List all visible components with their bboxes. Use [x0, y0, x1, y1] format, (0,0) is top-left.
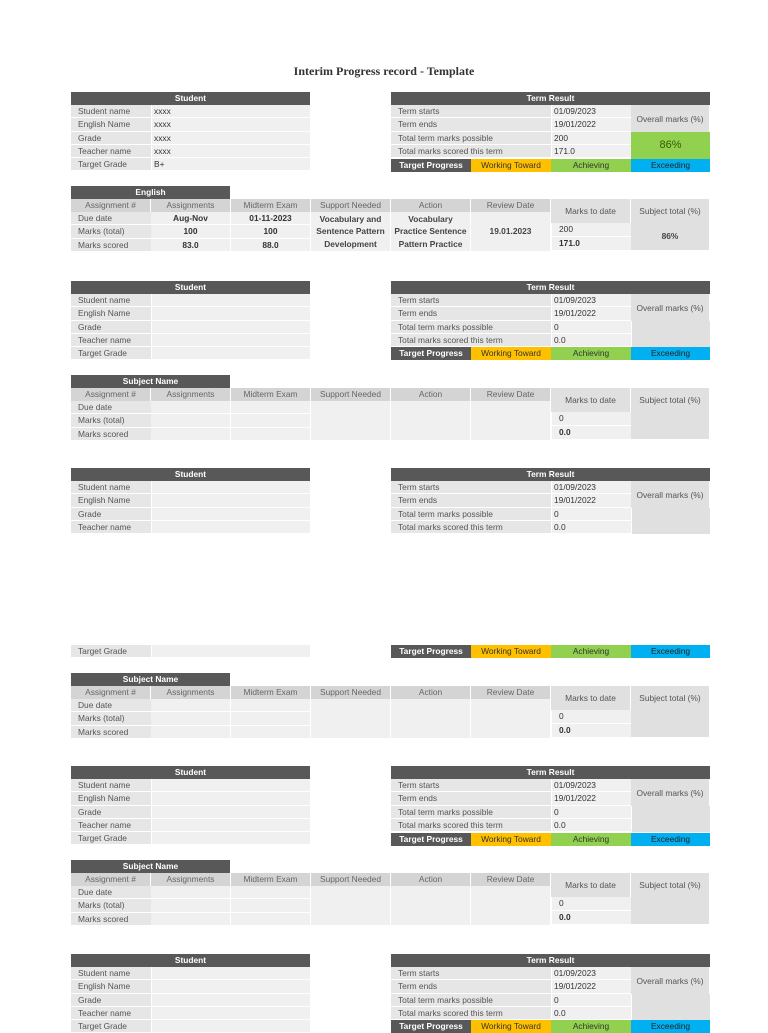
- term-field-label: Term starts: [391, 967, 551, 980]
- term-field-value: 01/09/2023: [551, 105, 631, 118]
- action-col-header: Action: [391, 199, 471, 212]
- term-field-label: Total term marks possible: [391, 508, 551, 521]
- term-field-value: 19/01/2022: [551, 792, 631, 805]
- working-toward-badge: Working Toward: [471, 159, 551, 172]
- marks-to-date-header: Marks to date: [551, 873, 631, 897]
- student-field-value[interactable]: [151, 1007, 310, 1020]
- midterm-col-header: Midterm Exam: [231, 388, 311, 401]
- overall-marks-value: [631, 508, 710, 535]
- review-date-col-header: Review Date: [471, 873, 551, 886]
- term-result-header: Term Result: [391, 281, 710, 294]
- term-field-value: 0.0: [551, 1007, 631, 1020]
- term-field-label: Term starts: [391, 481, 551, 494]
- student-field-label: Grade: [71, 132, 151, 145]
- exceeding-badge: Exceeding: [631, 1020, 710, 1033]
- midterm-col-header: Midterm Exam: [231, 873, 311, 886]
- student-field-value[interactable]: [151, 347, 310, 360]
- assignment-col-header: Assignment #: [71, 388, 151, 401]
- term-field-label: Total term marks possible: [391, 806, 551, 819]
- assignments-cell[interactable]: [151, 428, 231, 441]
- student-field-label: Student name: [71, 481, 151, 494]
- term-field-label: Total term marks possible: [391, 321, 551, 334]
- exceeding-badge: Exceeding: [631, 159, 710, 172]
- midterm-cell[interactable]: [231, 428, 311, 441]
- achieving-badge: Achieving: [551, 347, 631, 360]
- exceeding-badge: Exceeding: [631, 645, 710, 658]
- support-needed-cell[interactable]: [311, 886, 391, 926]
- term-field-value: 19/01/2022: [551, 118, 631, 131]
- target-progress-label: Target Progress: [391, 159, 471, 172]
- working-toward-badge: Working Toward: [471, 347, 551, 360]
- marks-possible-value: 0: [551, 897, 631, 911]
- support-needed-cell[interactable]: Vocabulary and Sentence Pattern Development: [311, 212, 391, 252]
- midterm-cell[interactable]: [231, 414, 311, 427]
- exceeding-badge: Exceeding: [631, 833, 710, 846]
- achieving-badge: Achieving: [551, 1020, 631, 1033]
- assignments-col-header: Assignments: [151, 686, 231, 699]
- term-field-value: 0.0: [551, 334, 631, 347]
- student-field-label: English Name: [71, 980, 151, 993]
- student-field-label: Grade: [71, 321, 151, 334]
- assignment-col-header: Assignment #: [71, 686, 151, 699]
- student-field-label: English Name: [71, 494, 151, 507]
- review-date-col-header: Review Date: [471, 686, 551, 699]
- assessment-row-label: Marks scored: [71, 239, 151, 252]
- assignments-cell[interactable]: Aug-Nov: [151, 212, 231, 225]
- student-header: Student: [71, 766, 310, 779]
- term-field-label: Term ends: [391, 307, 551, 320]
- midterm-cell[interactable]: [231, 899, 311, 912]
- support-col-header: Support Needed: [311, 199, 391, 212]
- student-field-value[interactable]: xxxx: [151, 145, 310, 158]
- term-result-header: Term Result: [391, 954, 710, 967]
- achieving-badge: Achieving: [551, 645, 631, 658]
- student-field-value[interactable]: [151, 521, 310, 534]
- student-field-value[interactable]: [151, 994, 310, 1007]
- assessment-row-label: Marks scored: [71, 726, 151, 739]
- term-field-value: 0.0: [551, 819, 631, 832]
- overall-marks-value: 86%: [631, 132, 710, 159]
- assessment-row-label: Due date: [71, 212, 151, 225]
- overall-marks-value: [631, 806, 710, 833]
- student-field-label: Student name: [71, 294, 151, 307]
- student-field-value[interactable]: [151, 832, 310, 845]
- action-col-header: Action: [391, 686, 471, 699]
- term-field-value: 19/01/2022: [551, 494, 631, 507]
- student-field-label: Teacher name: [71, 819, 151, 832]
- student-field-value[interactable]: xxxx: [151, 105, 310, 118]
- midterm-cell[interactable]: [231, 699, 311, 712]
- working-toward-badge: Working Toward: [471, 1020, 551, 1033]
- assignments-cell[interactable]: [151, 401, 231, 414]
- student-field-label: Target Grade: [71, 158, 151, 171]
- review-date-cell[interactable]: [471, 699, 551, 739]
- achieving-badge: Achieving: [551, 833, 631, 846]
- subject-total-header: Subject total (%): [631, 199, 710, 223]
- action-cell[interactable]: [391, 886, 471, 926]
- assessment-row-label: Marks (total): [71, 414, 151, 427]
- assessment-row-label: Marks (total): [71, 225, 151, 238]
- student-field-value[interactable]: [151, 494, 310, 507]
- term-field-value: 01/09/2023: [551, 779, 631, 792]
- student-field-label: Target Grade: [71, 832, 151, 845]
- working-toward-badge: Working Toward: [471, 833, 551, 846]
- overall-marks-value: [631, 994, 710, 1021]
- student-field-value[interactable]: [151, 779, 310, 792]
- overall-marks-label: Overall marks (%): [631, 967, 710, 994]
- support-col-header: Support Needed: [311, 873, 391, 886]
- subject-total-value: [631, 710, 710, 738]
- assignments-col-header: Assignments: [151, 873, 231, 886]
- assessment-row-label: Due date: [71, 699, 151, 712]
- marks-scored-value: 0.0: [551, 911, 631, 925]
- student-field-value[interactable]: [151, 307, 310, 320]
- assignment-col-header: Assignment #: [71, 873, 151, 886]
- student-field-value[interactable]: [151, 806, 310, 819]
- student-field-value[interactable]: [151, 980, 310, 993]
- assessment-row-label: Marks (total): [71, 712, 151, 725]
- overall-marks-label: Overall marks (%): [631, 294, 710, 321]
- working-toward-badge: Working Toward: [471, 645, 551, 658]
- midterm-col-header: Midterm Exam: [231, 686, 311, 699]
- term-result-header: Term Result: [391, 468, 710, 481]
- student-field-value[interactable]: xxxx: [151, 132, 310, 145]
- student-field-value[interactable]: [151, 508, 310, 521]
- assignments-col-header: Assignments: [151, 388, 231, 401]
- midterm-cell[interactable]: 100: [231, 225, 311, 238]
- review-date-cell[interactable]: [471, 401, 551, 441]
- student-field-value[interactable]: xxxx: [151, 118, 310, 131]
- assessment-row-label: Due date: [71, 886, 151, 899]
- term-field-label: Total marks scored this term: [391, 334, 551, 347]
- term-field-value: 0: [551, 321, 631, 334]
- overall-marks-label: Overall marks (%): [631, 481, 710, 508]
- term-result-header: Term Result: [391, 92, 710, 105]
- term-field-label: Total marks scored this term: [391, 521, 551, 534]
- student-field-value[interactable]: B+: [151, 158, 310, 171]
- student-field-label: English Name: [71, 118, 151, 131]
- assignments-cell[interactable]: 83.0: [151, 239, 231, 252]
- midterm-cell[interactable]: 88.0: [231, 239, 311, 252]
- student-field-value[interactable]: [151, 645, 310, 658]
- marks-scored-value: 0.0: [551, 724, 631, 738]
- subject-total-value: [631, 412, 710, 440]
- subject-name-header: Subject Name: [71, 860, 230, 873]
- action-col-header: Action: [391, 388, 471, 401]
- student-field-label: Teacher name: [71, 145, 151, 158]
- term-field-label: Term starts: [391, 105, 551, 118]
- marks-to-date-header: Marks to date: [551, 686, 631, 710]
- assignments-cell[interactable]: [151, 899, 231, 912]
- student-field-label: Target Grade: [71, 347, 151, 360]
- review-date-col-header: Review Date: [471, 388, 551, 401]
- student-field-value[interactable]: [151, 819, 310, 832]
- achieving-badge: Achieving: [551, 159, 631, 172]
- support-needed-cell[interactable]: [311, 699, 391, 739]
- subject-total-value: [631, 897, 710, 925]
- assignments-cell[interactable]: [151, 886, 231, 899]
- student-field-value[interactable]: [151, 792, 310, 805]
- overall-marks-value: [631, 321, 710, 348]
- assessment-row-label: Marks scored: [71, 913, 151, 926]
- term-field-value: 0.0: [551, 521, 631, 534]
- exceeding-badge: Exceeding: [631, 347, 710, 360]
- assignments-col-header: Assignments: [151, 199, 231, 212]
- term-field-label: Total marks scored this term: [391, 1007, 551, 1020]
- term-field-value: 0: [551, 806, 631, 819]
- term-field-label: Term ends: [391, 118, 551, 131]
- student-field-label: Target Grade: [71, 1020, 151, 1033]
- term-field-label: Total term marks possible: [391, 132, 551, 145]
- student-field-label: Teacher name: [71, 1007, 151, 1020]
- assignments-cell[interactable]: [151, 913, 231, 926]
- target-progress-label: Target Progress: [391, 1020, 471, 1033]
- term-field-label: Total marks scored this term: [391, 819, 551, 832]
- student-field-value[interactable]: [151, 334, 310, 347]
- assessment-row-label: Marks (total): [71, 899, 151, 912]
- target-progress-label: Target Progress: [391, 645, 471, 658]
- student-field-label: Grade: [71, 508, 151, 521]
- student-field-value[interactable]: [151, 321, 310, 334]
- midterm-cell[interactable]: [231, 726, 311, 739]
- term-field-value: 0: [551, 508, 631, 521]
- term-field-label: Term ends: [391, 792, 551, 805]
- midterm-cell[interactable]: [231, 913, 311, 926]
- term-field-value: 01/09/2023: [551, 481, 631, 494]
- term-field-value: 171.0: [551, 145, 631, 158]
- student-field-label: Grade: [71, 806, 151, 819]
- review-date-col-header: Review Date: [471, 199, 551, 212]
- student-field-value[interactable]: [151, 1020, 310, 1033]
- subject-name-header: English: [71, 186, 230, 199]
- midterm-cell[interactable]: [231, 401, 311, 414]
- subject-total-header: Subject total (%): [631, 388, 710, 412]
- marks-scored-value: 171.0: [551, 237, 631, 251]
- student-field-label: English Name: [71, 792, 151, 805]
- midterm-cell[interactable]: 01-11-2023: [231, 212, 311, 225]
- student-field-value[interactable]: [151, 481, 310, 494]
- marks-possible-value: 200: [551, 223, 631, 237]
- student-field-label: Student name: [71, 967, 151, 980]
- marks-to-date-header: Marks to date: [551, 388, 631, 412]
- midterm-col-header: Midterm Exam: [231, 199, 311, 212]
- student-field-label: Teacher name: [71, 334, 151, 347]
- term-field-value: 01/09/2023: [551, 967, 631, 980]
- target-progress-label: Target Progress: [391, 347, 471, 360]
- overall-marks-label: Overall marks (%): [631, 779, 710, 806]
- term-field-label: Total term marks possible: [391, 994, 551, 1007]
- assignments-cell[interactable]: [151, 726, 231, 739]
- subject-total-header: Subject total (%): [631, 873, 710, 897]
- assessment-row-label: Due date: [71, 401, 151, 414]
- support-needed-cell[interactable]: [311, 401, 391, 441]
- term-field-label: Term ends: [391, 494, 551, 507]
- assignment-col-header: Assignment #: [71, 199, 151, 212]
- marks-to-date-header: Marks to date: [551, 199, 631, 223]
- student-field-label: Student name: [71, 105, 151, 118]
- term-field-value: 01/09/2023: [551, 294, 631, 307]
- marks-possible-value: 0: [551, 412, 631, 426]
- subject-total-value: 86%: [631, 223, 710, 251]
- review-date-cell[interactable]: 19.01.2023: [471, 212, 551, 252]
- term-field-value: 19/01/2022: [551, 307, 631, 320]
- assessment-row-label: Marks scored: [71, 428, 151, 441]
- assignments-cell[interactable]: [151, 712, 231, 725]
- assignments-cell[interactable]: [151, 414, 231, 427]
- student-header: Student: [71, 468, 310, 481]
- term-field-label: Term ends: [391, 980, 551, 993]
- student-header: Student: [71, 92, 310, 105]
- student-field-label: Teacher name: [71, 521, 151, 534]
- support-col-header: Support Needed: [311, 686, 391, 699]
- student-header: Student: [71, 954, 310, 967]
- marks-possible-value: 0: [551, 710, 631, 724]
- review-date-cell[interactable]: [471, 886, 551, 926]
- subject-name-header: Subject Name: [71, 375, 230, 388]
- term-result-header: Term Result: [391, 766, 710, 779]
- student-header: Student: [71, 281, 310, 294]
- student-field-label: Grade: [71, 994, 151, 1007]
- student-field-label: Target Grade: [71, 645, 151, 658]
- marks-scored-value: 0.0: [551, 426, 631, 440]
- midterm-cell[interactable]: [231, 712, 311, 725]
- target-progress-label: Target Progress: [391, 833, 471, 846]
- subject-name-header: Subject Name: [71, 673, 230, 686]
- action-cell[interactable]: [391, 401, 471, 441]
- term-field-value: 200: [551, 132, 631, 145]
- midterm-cell[interactable]: [231, 886, 311, 899]
- support-col-header: Support Needed: [311, 388, 391, 401]
- subject-total-header: Subject total (%): [631, 686, 710, 710]
- term-field-label: Term starts: [391, 779, 551, 792]
- action-cell[interactable]: [391, 699, 471, 739]
- assignments-cell[interactable]: [151, 699, 231, 712]
- action-col-header: Action: [391, 873, 471, 886]
- assignments-cell[interactable]: 100: [151, 225, 231, 238]
- action-cell[interactable]: Vocabulary Practice Sentence Pattern Practice: [391, 212, 471, 252]
- student-field-label: Student name: [71, 779, 151, 792]
- student-field-value[interactable]: [151, 294, 310, 307]
- student-field-value[interactable]: [151, 967, 310, 980]
- term-field-label: Term starts: [391, 294, 551, 307]
- student-field-label: English Name: [71, 307, 151, 320]
- page-title: Interim Progress record - Template: [293, 64, 475, 78]
- term-field-value: 19/01/2022: [551, 980, 631, 993]
- term-field-value: 0: [551, 994, 631, 1007]
- term-field-label: Total marks scored this term: [391, 145, 551, 158]
- overall-marks-label: Overall marks (%): [631, 105, 710, 132]
